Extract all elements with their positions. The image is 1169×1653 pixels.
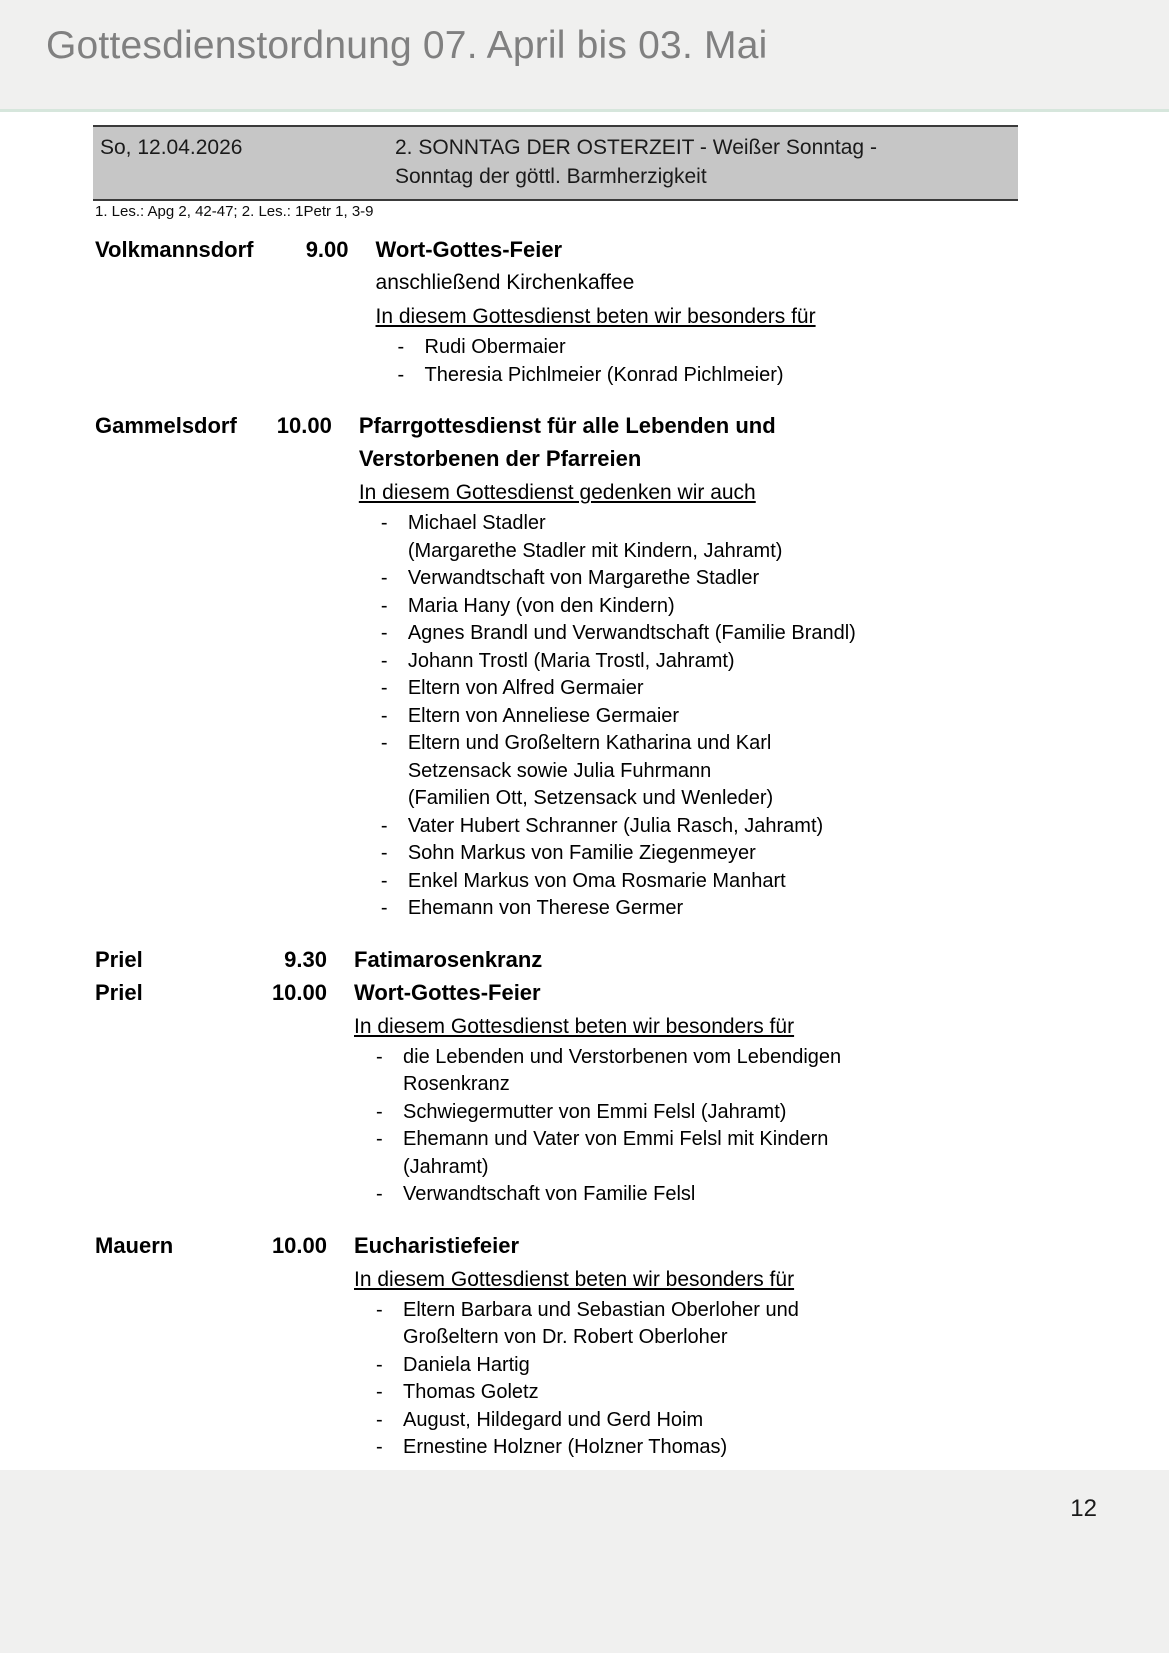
page-content	[0, 115, 1169, 1470]
intentions-list	[354, 1297, 1089, 1462]
page-footer	[0, 1470, 1169, 1653]
service-time: 10.00	[271, 1232, 327, 1258]
service-note: anschließend Kirchenkaffee	[375, 271, 635, 294]
day-date: So, 12.04.2026	[100, 136, 243, 159]
intention-item	[381, 648, 1008, 676]
intention-text: Agnes Brandl und Verwandtschaft (Familie Brandl)	[407, 622, 856, 644]
bullet-dash-icon: -	[376, 1436, 383, 1458]
bullet-dash-icon: -	[380, 649, 388, 672]
intention-item	[381, 675, 1008, 703]
page-title: Gottesdienstordnung 07. April bis 03. Mai	[46, 24, 768, 67]
service-place: Mauern	[95, 1232, 174, 1258]
day-title	[395, 133, 1018, 191]
intention-text: Schwiegermutter von Emmi Felsl (Jahramt)	[403, 1100, 787, 1123]
service-details	[332, 409, 1169, 923]
intention-item	[381, 868, 1008, 896]
service-list	[0, 233, 1169, 1482]
day-readings: 1. Les.: Apg 2, 42-47; 2. Les.: 1Petr 1, 3-9	[95, 203, 374, 220]
intention-item	[376, 1297, 1003, 1352]
bullet-dash-icon: -	[380, 622, 388, 644]
intention-item	[381, 510, 1008, 565]
service-place: Volkmannsdorf	[95, 237, 254, 262]
intention-text: Eltern von Anneliese Germaier	[407, 704, 680, 727]
service-title: Eucharistiefeier	[354, 1232, 520, 1258]
intentions-heading: In diesem Gottesdienst beten wir besonders für	[354, 1267, 795, 1291]
intention-text: Maria Hany (von den Kindern)	[407, 594, 675, 617]
service-details	[327, 976, 1169, 1209]
bullet-dash-icon: -	[380, 567, 388, 589]
intention-text: Verwandtschaft von Familie Felsl	[403, 1183, 696, 1205]
bullet-dash-icon: -	[376, 1183, 383, 1205]
page-number: 12	[1070, 1495, 1097, 1522]
intention-text: Eltern Barbara und Sebastian Oberloher und	[403, 1298, 799, 1321]
intention-item	[381, 565, 1008, 593]
bullet-dash-icon: -	[376, 1045, 383, 1068]
bullet-dash-icon: -	[397, 336, 405, 358]
intention-text: Sohn Markus von Familie Ziegenmeyer	[407, 842, 756, 864]
intention-item	[376, 1407, 1003, 1435]
bullet-dash-icon: -	[380, 869, 388, 892]
intention-text: Eltern von Alfred Germaier	[407, 677, 644, 699]
service-time: 10.00	[271, 979, 327, 1005]
intention-text: Ehemann und Vater von Emmi Felsl mit Kindern	[403, 1128, 829, 1150]
bullet-dash-icon: -	[380, 814, 388, 837]
intentions-heading: In diesem Gottesdienst beten wir besonders für	[354, 1014, 795, 1038]
intention-text: Michael Stadler	[407, 512, 546, 534]
intentions-heading: In diesem Gottesdienst beten wir besonders für	[375, 305, 816, 328]
bullet-dash-icon: -	[380, 842, 388, 864]
intention-text: Ehemann von Therese Germer	[407, 897, 684, 919]
bullet-dash-icon: -	[376, 1128, 383, 1150]
service-time: 9.30	[284, 946, 327, 972]
intention-continuation: Rosenkranz	[403, 1073, 510, 1095]
day-header-box	[93, 125, 1018, 201]
day-title-line2: Sonntag der göttl. Barmherzigkeit	[395, 165, 707, 188]
day-title-line1: 2. SONNTAG DER OSTERZEIT - Weißer Sonntag -	[395, 136, 877, 159]
service-entry	[0, 976, 1169, 1209]
service-place: Priel	[95, 946, 143, 972]
service-details	[349, 233, 1169, 389]
service-title: Wort-Gottes-Feier	[354, 979, 541, 1005]
intention-item	[376, 1099, 1003, 1127]
intention-text: Ernestine Holzner (Holzner Thomas)	[403, 1436, 728, 1458]
intention-text: Rudi Obermaier	[424, 336, 566, 358]
intention-item	[376, 1126, 1003, 1181]
intention-text: Eltern und Großeltern Katharina und Karl	[407, 732, 772, 754]
intention-continuation-2: (Familien Ott, Setzensack und Wenleder)	[407, 787, 774, 809]
service-entry	[0, 409, 1169, 923]
service-title: Wort-Gottes-Feier	[375, 237, 563, 262]
service-entry	[0, 943, 1169, 976]
intention-item	[381, 620, 1008, 648]
intention-continuation: (Jahramt)	[403, 1155, 489, 1178]
intention-text: die Lebenden und Verstorbenen vom Lebendigen	[403, 1045, 842, 1068]
intentions-list	[376, 334, 1089, 389]
bullet-dash-icon: -	[380, 512, 388, 534]
service-time: 10.00	[276, 413, 332, 438]
service-title: Pfarrgottesdienst für alle Lebenden und Verstorbenen der Pfarreien	[358, 413, 776, 471]
bullet-dash-icon: -	[380, 704, 388, 727]
bullet-dash-icon: -	[380, 732, 388, 754]
service-entry	[0, 233, 1169, 389]
intention-item	[381, 813, 1008, 841]
bullet-dash-icon: -	[380, 677, 388, 699]
service-place: Gammelsdorf	[95, 413, 237, 438]
bullet-dash-icon: -	[397, 363, 405, 386]
intention-text: August, Hildegard und Gerd Hoim	[403, 1408, 704, 1431]
intention-item	[398, 362, 1025, 390]
intention-item	[376, 1044, 1003, 1099]
service-details	[327, 1229, 1169, 1462]
service-time: 9.00	[305, 237, 349, 262]
bullet-dash-icon: -	[376, 1408, 383, 1431]
intention-item	[381, 593, 1008, 621]
bullet-dash-icon: -	[380, 897, 388, 919]
intention-text: Enkel Markus von Oma Rosmarie Manhart	[407, 869, 786, 892]
intention-text: Johann Trostl (Maria Trostl, Jahramt)	[407, 649, 735, 672]
bullet-dash-icon: -	[376, 1100, 383, 1123]
intention-item	[381, 840, 1008, 868]
bullet-dash-icon: -	[376, 1353, 383, 1376]
service-title: Fatimarosenkranz	[354, 946, 543, 972]
intention-item	[381, 895, 1008, 923]
service-place: Priel	[95, 979, 143, 1005]
intention-text: Verwandtschaft von Margarethe Stadler	[407, 567, 760, 589]
intention-text: Daniela Hartig	[403, 1353, 530, 1376]
intention-continuation: Setzensack sowie Julia Fuhrmann	[407, 759, 712, 782]
intention-text: Vater Hubert Schranner (Julia Rasch, Jahramt)	[407, 814, 824, 837]
intention-text: Thomas Goletz	[403, 1381, 539, 1403]
intentions-list	[354, 1044, 1089, 1209]
intention-item	[398, 334, 1025, 362]
intentions-list	[359, 510, 1089, 923]
intention-item	[376, 1352, 1003, 1380]
bullet-dash-icon: -	[376, 1381, 383, 1403]
intention-item	[376, 1181, 1003, 1209]
intention-continuation: (Margarethe Stadler mit Kindern, Jahramt)	[407, 539, 783, 562]
intention-text: Theresia Pichlmeier (Konrad Pichlmeier)	[424, 363, 784, 386]
intentions-heading: In diesem Gottesdienst gedenken wir auch	[358, 481, 756, 504]
bullet-dash-icon: -	[376, 1298, 383, 1321]
service-details	[327, 943, 1169, 976]
page-header	[0, 0, 1169, 112]
intention-item	[376, 1434, 1003, 1462]
intention-item	[381, 703, 1008, 731]
intention-item	[381, 730, 1008, 813]
intention-continuation: Großeltern von Dr. Robert Oberloher	[403, 1326, 728, 1348]
bullet-dash-icon: -	[380, 594, 388, 617]
intention-item	[376, 1379, 1003, 1407]
service-entry	[0, 1229, 1169, 1462]
